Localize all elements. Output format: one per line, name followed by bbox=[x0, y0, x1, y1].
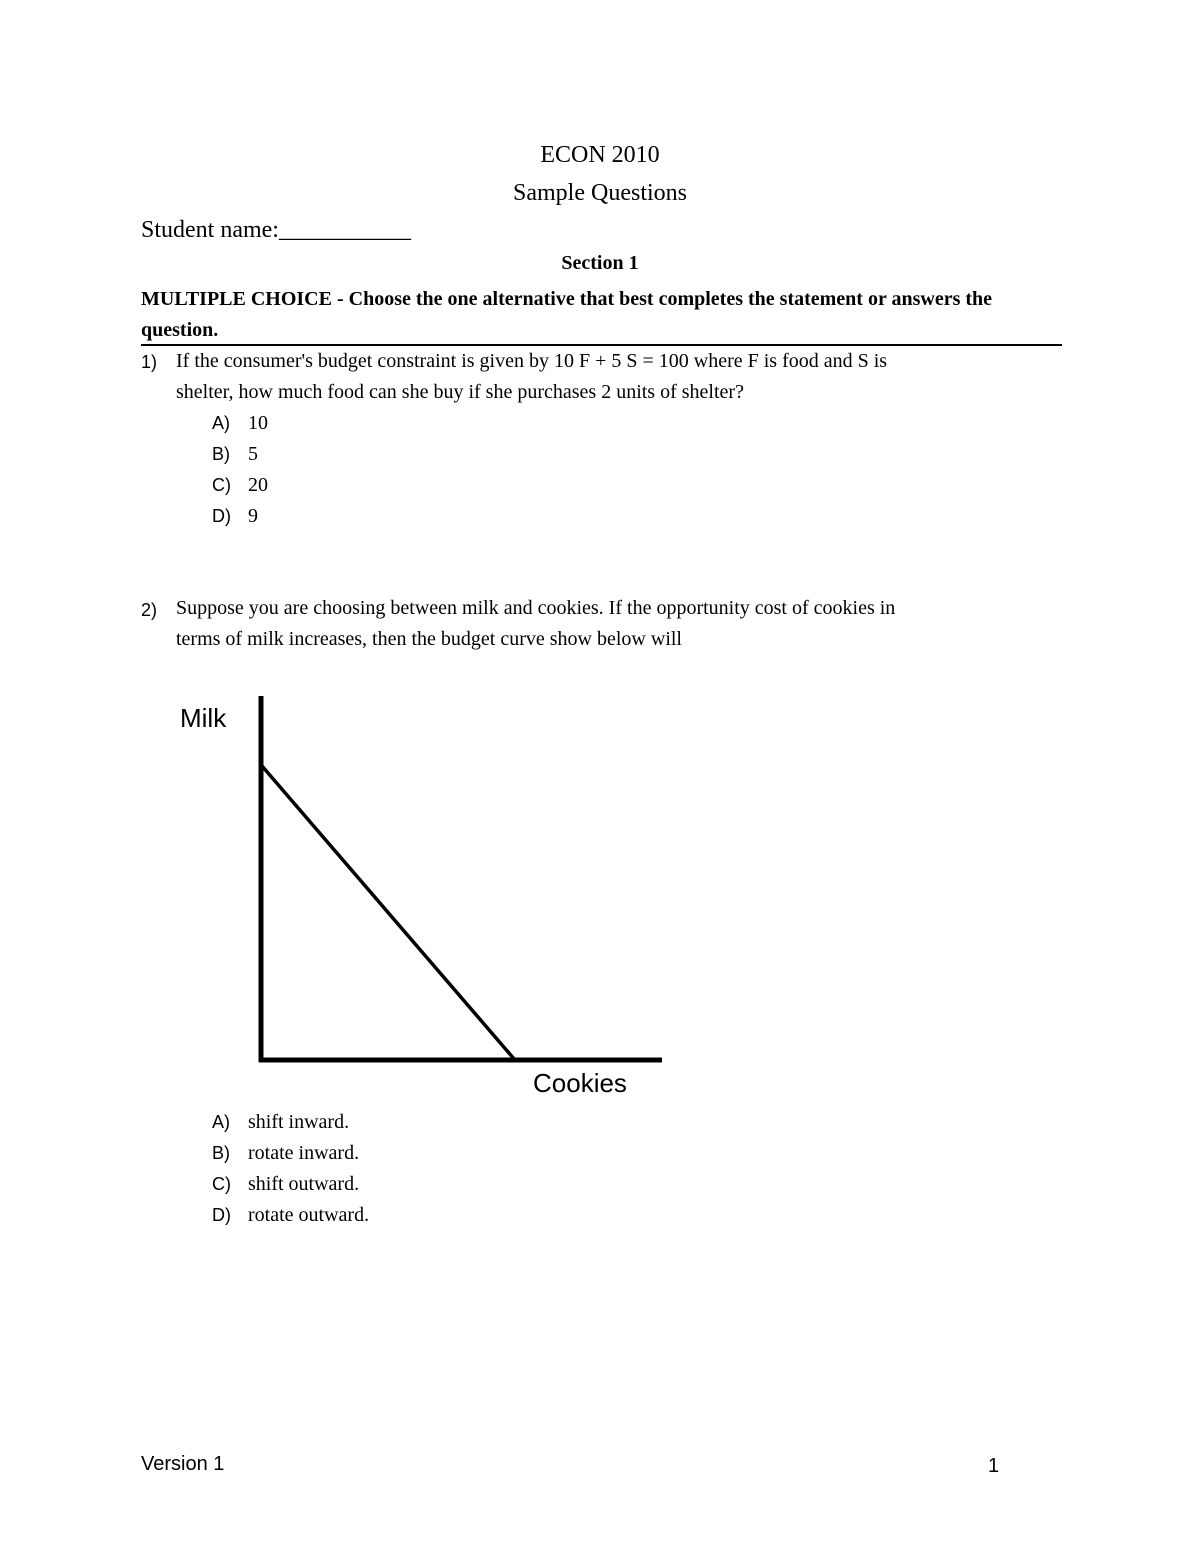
section-title: Section 1 bbox=[561, 252, 639, 274]
option-text: 5 bbox=[248, 443, 258, 465]
budget-line bbox=[262, 766, 515, 1060]
page-number: 1 bbox=[988, 1455, 1000, 1477]
question-1-option-c[interactable] bbox=[212, 474, 268, 497]
question-2-line-1: Suppose you are choosing between milk and cookies. If the opportunity cost of cookies in bbox=[176, 597, 896, 619]
question-2-option-d[interactable] bbox=[212, 1204, 369, 1227]
question-1-option-b[interactable] bbox=[212, 443, 258, 466]
option-text: rotate inward. bbox=[248, 1142, 360, 1164]
course-title: ECON 2010 bbox=[540, 142, 660, 168]
y-axis-label: Milk bbox=[180, 703, 227, 733]
question-2-text bbox=[176, 593, 1036, 655]
question-2-option-b[interactable] bbox=[212, 1142, 359, 1165]
question-1-number: 1) bbox=[141, 352, 158, 372]
footer-version: Version 1 bbox=[141, 1453, 225, 1475]
option-label: A) bbox=[212, 1112, 230, 1132]
question-1-line-2: shelter, how much food can she buy if she purchases 2 units of shelter? bbox=[176, 381, 744, 403]
option-text: shift outward. bbox=[248, 1173, 360, 1195]
option-text: 20 bbox=[248, 474, 268, 496]
option-label: A) bbox=[212, 413, 230, 433]
question-2-option-c[interactable] bbox=[212, 1173, 359, 1196]
question-1-line-1: If the consumer's budget constraint is given by 10 F + 5 S = 100 where F is food and S is bbox=[176, 350, 888, 372]
option-label: D) bbox=[212, 506, 231, 526]
question-1-text bbox=[176, 346, 1036, 408]
option-label: C) bbox=[212, 475, 231, 495]
option-text: rotate outward. bbox=[248, 1204, 370, 1226]
question-1-option-a[interactable] bbox=[212, 412, 268, 435]
option-label: B) bbox=[212, 444, 230, 464]
option-text: 9 bbox=[248, 505, 258, 527]
question-1-option-d[interactable] bbox=[212, 505, 258, 528]
option-text: shift inward. bbox=[248, 1111, 350, 1133]
question-2-line-2: terms of milk increases, then the budget curve show below will bbox=[176, 628, 682, 650]
student-name-field: Student name:___________ bbox=[141, 217, 411, 243]
option-label: C) bbox=[212, 1174, 231, 1194]
budget-curve-graph bbox=[170, 690, 690, 1110]
question-2-option-a[interactable] bbox=[212, 1111, 349, 1134]
option-label: D) bbox=[212, 1205, 231, 1225]
x-axis-label: Cookies bbox=[533, 1068, 627, 1098]
section-instructions: MULTIPLE CHOICE - Choose the one alternative that best completes the statement or answers the question. bbox=[141, 288, 993, 341]
page-subtitle: Sample Questions bbox=[513, 180, 687, 206]
option-text: 10 bbox=[248, 412, 268, 434]
question-2-number: 2) bbox=[141, 600, 158, 620]
option-label: B) bbox=[212, 1143, 230, 1163]
